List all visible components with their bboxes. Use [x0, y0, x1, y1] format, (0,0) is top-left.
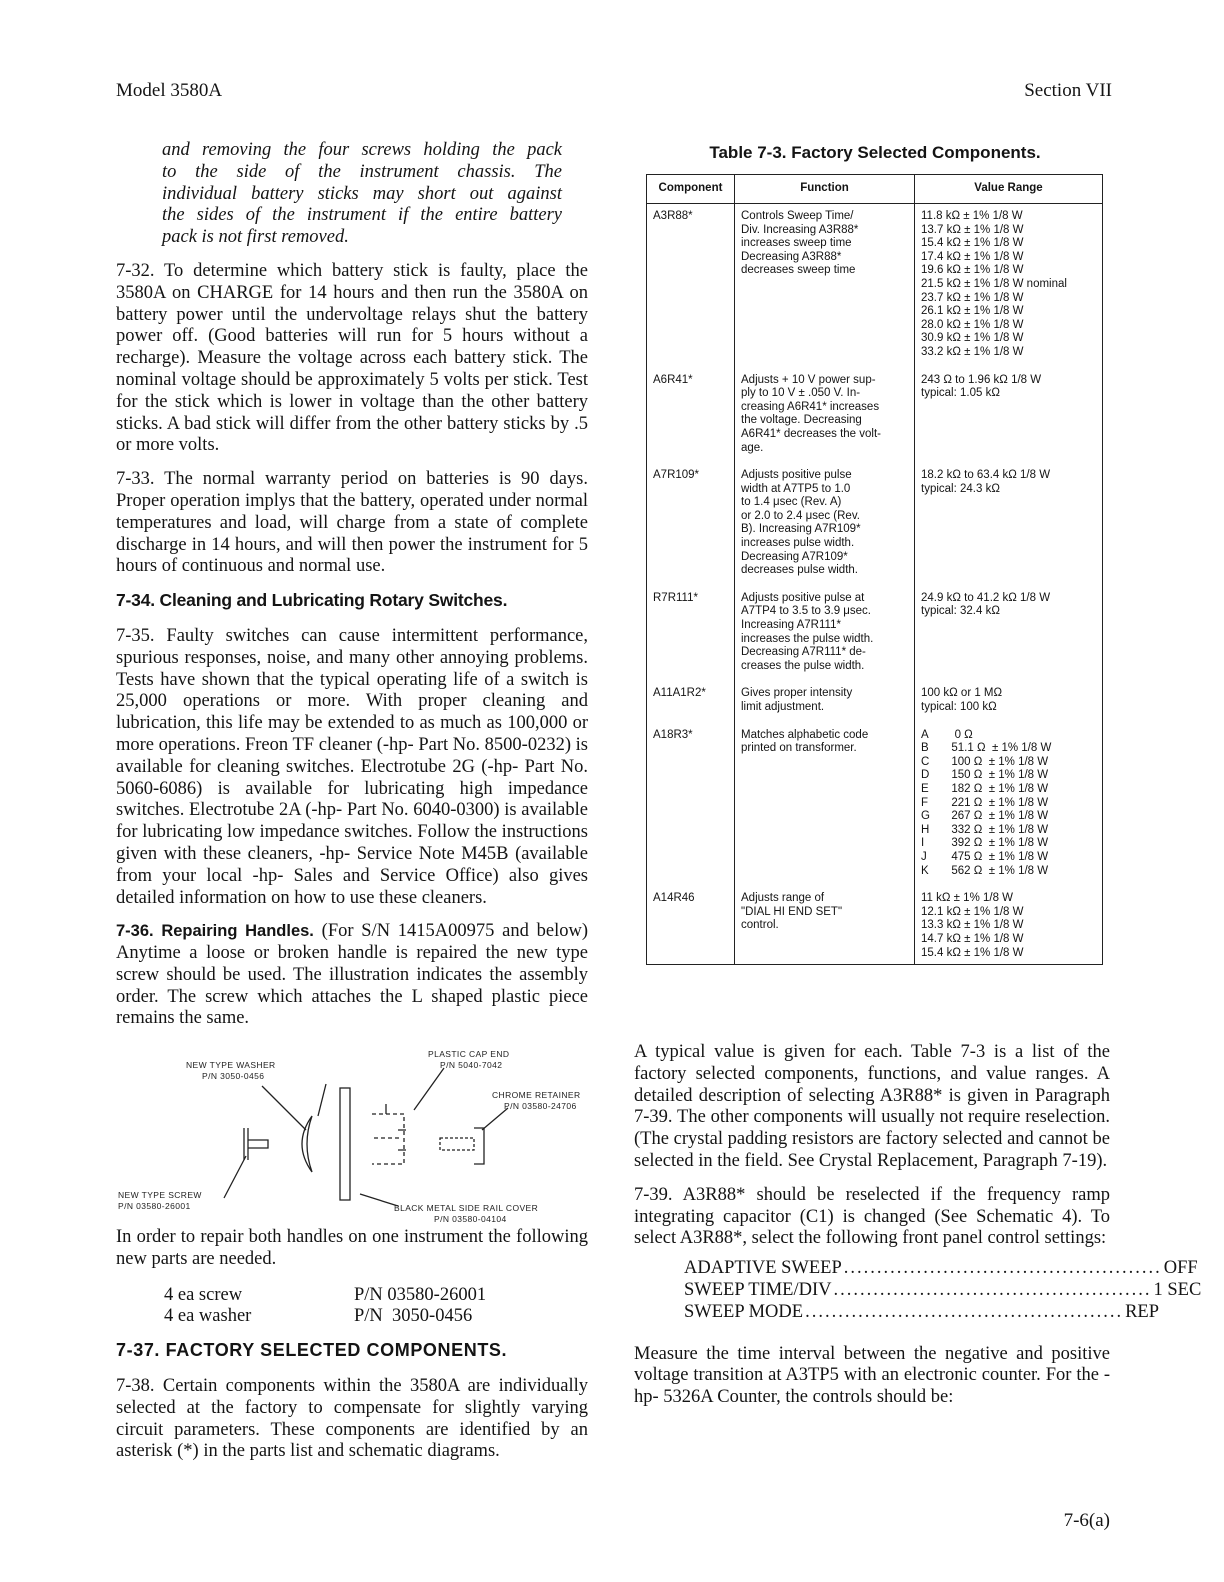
value-line: 33.2 kΩ ± 1% 1/8 W	[921, 345, 1024, 358]
part-qty: 4 ea screw	[164, 1284, 243, 1305]
function-line: Decreasing A7R111* de-	[741, 646, 866, 659]
washer-shape	[302, 1116, 312, 1172]
screw-pn: P/N 03580-26001	[118, 1201, 191, 1211]
function-line: the voltage. Decreasing	[741, 414, 862, 427]
code-line	[921, 729, 1098, 743]
retainer-label: CHROME RETAINER	[492, 1090, 581, 1100]
table-row	[647, 892, 1103, 964]
setting-label: SWEEP TIME/DIV	[684, 1279, 832, 1300]
note-line: individual battery sticks may short out against	[162, 183, 562, 204]
table-row	[647, 204, 1103, 374]
function-line: "DIAL HI END SET"	[741, 905, 843, 918]
code-value: 221 Ω ± 1% 1/8 W	[945, 796, 1049, 809]
function-line: Controls Sweep Time/	[741, 210, 854, 222]
setting-row	[684, 1279, 1202, 1302]
leader-dots: ................................................	[805, 1301, 1124, 1322]
function-line: Increasing A7R111*	[741, 619, 841, 632]
part-qty: 4 ea washer	[164, 1306, 252, 1327]
paragraph-repair-parts: In order to repair both handles on one instrument the following new parts are needed.	[116, 1227, 588, 1269]
paragraph-7-35: 7-35. Faulty switches can cause intermittent performance, spurious responses, noise, and many other annoying problems. Tests have shown that the typical operating life of a switch is 25,000 operations or more. With proper cleaning and lubrication, this life may be extended to as much as 100,000 or more operations. Freon TF cleaner (-hp- Part No. 8500-0232) is available for cleaning switches. Electrotube 2G (-hp- Part No. 5060-6086) is available for lubricating high impedance switches. Electrotube 2A (-hp- Part No. 6040-0300) is available for lubricating low impedance switches. Follow the instructions given with these cleaners, -hp- Service Note M45B (available from your local -hp- Sales and Service Office) also gives detailed information on how to use these cleaners.	[116, 625, 588, 908]
code-letter: H	[921, 823, 930, 836]
code-letter: J	[921, 850, 927, 863]
rail-label: BLACK METAL SIDE RAIL COVER	[394, 1203, 539, 1213]
value-line: 13.3 kΩ ± 1% 1/8 W	[921, 919, 1024, 932]
runin-heading-7-36: 7-36. Repairing Handles.	[116, 922, 314, 941]
code-line	[921, 797, 1098, 811]
value-line: 15.4 kΩ ± 1% 1/8 W	[921, 237, 1024, 250]
right-column	[634, 1042, 1202, 1421]
paragraph-measure: Measure the time interval between the negative and positive voltage transition at A3TP5 with an electronic counter. For the -hp- 5326A Counter, the controls should be:	[634, 1343, 1110, 1408]
setting-row	[684, 1301, 1159, 1324]
cell-value-range	[915, 892, 1103, 964]
value-line: 17.4 kΩ ± 1% 1/8 W	[921, 250, 1024, 263]
header-model: Model 3580A	[116, 80, 223, 101]
code-line	[921, 783, 1098, 797]
cell-function	[735, 687, 915, 728]
code-letter: D	[921, 769, 930, 782]
paragraph-7-38: 7-38. Certain components within the 3580A are individually selected at the factory to compensate for slightly varying circuit parameters. These components are identified by an asterisk (*) in the parts list and schematic diagrams.	[116, 1375, 588, 1462]
leader-lines	[224, 1068, 508, 1206]
header-section: Section VII	[1024, 80, 1112, 101]
code-value: 150 Ω ± 1% 1/8 W	[945, 769, 1049, 782]
code-line	[921, 865, 1098, 879]
function-line: age.	[741, 441, 764, 454]
table-row	[647, 374, 1103, 470]
note-line: the sides of the instrument if the entire battery	[162, 205, 562, 226]
handle-assembly-figure	[116, 1044, 588, 1226]
function-line: Adjusts range of	[741, 892, 825, 905]
code-line	[921, 837, 1098, 851]
rail-pn: P/N 03580-04104	[434, 1214, 507, 1224]
cell-value-range	[915, 687, 1103, 728]
heading-7-37: 7-37. FACTORY SELECTED COMPONENTS.	[116, 1340, 508, 1361]
cell-component: A3R88*	[647, 204, 735, 374]
function-line: Decreasing A7R109*	[741, 550, 848, 563]
code-value: 562 Ω ± 1% 1/8 W	[945, 864, 1049, 877]
retainer-pn: P/N 03580-24706	[504, 1101, 577, 1111]
left-column-lower	[116, 1227, 588, 1475]
function-line: printed on transformer.	[741, 742, 857, 755]
function-line: control.	[741, 919, 779, 932]
function-line: Decreasing A3R88*	[741, 250, 842, 263]
cell-value-range	[915, 204, 1103, 374]
code-value: 267 Ω ± 1% 1/8 W	[945, 810, 1049, 823]
code-value: 182 Ω ± 1% 1/8 W	[945, 782, 1049, 795]
parts-list	[164, 1285, 588, 1329]
value-line: typical: 1.05 kΩ	[921, 387, 1000, 400]
cell-value-range	[915, 592, 1103, 688]
table-header-row	[647, 175, 1103, 204]
function-line: increases pulse width.	[741, 537, 855, 550]
plastic-cap-label: PLASTIC CAP END	[428, 1049, 510, 1059]
function-line: Matches alphabetic code	[741, 728, 869, 741]
new-screw-shape	[244, 1128, 268, 1160]
col-header-component: Component	[647, 175, 735, 204]
part-number: P/N 3050-0456	[354, 1306, 473, 1327]
paragraph-7-36-body: (For S/N 1415A00975 and below) Anytime a loose or broken handle is repaired the new type screw should be used. The illustration indicates the assembly order. The screw which attaches the L shaped plastic piece remains the same.	[116, 921, 588, 1029]
cell-function	[735, 374, 915, 470]
col-header-function: Function	[735, 175, 915, 204]
function-line: Div. Increasing A3R88*	[741, 223, 859, 236]
code-line	[921, 824, 1098, 838]
value-line: 12.1 kΩ ± 1% 1/8 W	[921, 905, 1024, 918]
left-column	[116, 140, 588, 1042]
code-letter: E	[921, 782, 929, 795]
function-line: A7TP4 to 3.5 to 3.9 μsec.	[741, 605, 872, 618]
value-line: typical: 100 kΩ	[921, 701, 997, 713]
code-value: 0 Ω	[945, 728, 973, 741]
washer-label: NEW TYPE WASHER	[186, 1060, 276, 1070]
code-letter: A	[921, 728, 929, 741]
code-value: 51.1 Ω ± 1% 1/8 W	[945, 742, 1052, 755]
col-header-value-range: Value Range	[915, 175, 1103, 204]
cell-component: A14R46	[647, 892, 735, 964]
function-line: creases the pulse width.	[741, 659, 865, 672]
table-row	[647, 592, 1103, 688]
value-line: 19.6 kΩ ± 1% 1/8 W	[921, 264, 1024, 277]
function-line: increases the pulse width.	[741, 632, 874, 645]
note-line: pack is not first removed.	[162, 227, 349, 248]
function-line: increases sweep time	[741, 237, 852, 250]
factory-selected-table-wrap	[646, 174, 1103, 965]
value-line: 30.9 kΩ ± 1% 1/8 W	[921, 332, 1024, 345]
value-line: typical: 24.3 kΩ	[921, 482, 1000, 495]
heading-7-34: 7-34. Cleaning and Lubricating Rotary Switches.	[116, 590, 508, 611]
code-line	[921, 742, 1098, 756]
paragraph-7-39: 7-39. A3R88* should be reselected if the frequency ramp integrating capacitor (C1) is changed (See Schematic 4). To select A3R88*, select the following front panel control settings:	[634, 1184, 1110, 1249]
handle-assembly-drawing	[116, 1044, 588, 1226]
code-letter: G	[921, 810, 930, 823]
value-line: 11.8 kΩ ± 1% 1/8 W	[921, 210, 1023, 222]
code-value: 332 Ω ± 1% 1/8 W	[945, 823, 1049, 836]
code-line	[921, 851, 1098, 865]
value-line: 26.1 kΩ ± 1% 1/8 W	[921, 305, 1024, 318]
setting-value: OFF	[1163, 1258, 1198, 1279]
function-line: decreases pulse width.	[741, 564, 858, 577]
function-line: creasing A6R41* increases	[741, 400, 880, 413]
factory-selected-table	[646, 174, 1103, 965]
page-number: 7-6(a)	[1063, 1510, 1110, 1531]
cell-value-range	[915, 729, 1103, 893]
code-letter: F	[921, 796, 929, 809]
cell-function	[735, 592, 915, 688]
code-letter: C	[921, 755, 930, 768]
value-line: 21.5 kΩ ± 1% 1/8 W nominal	[921, 277, 1067, 290]
code-value: 475 Ω ± 1% 1/8 W	[945, 850, 1049, 863]
cell-function	[735, 729, 915, 893]
code-letter: K	[921, 864, 929, 877]
setting-label: SWEEP MODE	[684, 1301, 804, 1322]
code-letter: I	[921, 837, 925, 850]
function-line: Adjusts + 10 V power sup-	[741, 373, 876, 386]
cell-component: A11A1R2*	[647, 687, 735, 728]
function-line: Adjusts positive pulse at	[741, 591, 865, 604]
cell-function	[735, 892, 915, 964]
note-line: to the side of the instrument chassis. The	[162, 161, 562, 182]
cell-component: A18R3*	[647, 729, 735, 893]
rail-cover-shape	[340, 1088, 350, 1200]
function-line: or 2.0 to 2.4 μsec (Rev.	[741, 509, 860, 522]
value-line: 24.9 kΩ to 41.2 kΩ 1/8 W	[921, 591, 1051, 604]
value-line: 13.7 kΩ ± 1% 1/8 W	[921, 223, 1024, 236]
cell-value-range	[915, 469, 1103, 592]
plastic-cap-shape	[372, 1114, 404, 1164]
function-line: width at A7TP5 to 1.0	[741, 482, 851, 495]
paragraph-7-36	[116, 921, 588, 1030]
table-title: Table 7-3. Factory Selected Components.	[709, 143, 1041, 162]
value-line: 15.4 kΩ ± 1% 1/8 W	[921, 946, 1024, 959]
setting-row	[684, 1258, 1198, 1280]
part-number: P/N 03580-26001	[354, 1284, 487, 1305]
cell-function	[735, 469, 915, 592]
cell-component: A7R109*	[647, 469, 735, 592]
function-line: ply to 10 V ± .050 V. In-	[741, 387, 861, 400]
retainer-shape	[440, 1138, 474, 1150]
plastic-cap-pn: P/N 5040-7042	[440, 1060, 503, 1070]
value-line: 100 kΩ or 1 MΩ	[921, 687, 1003, 700]
code-line	[921, 769, 1098, 783]
paragraph-typical-value: A typical value is given for each. Table 7-3 is a list of the factory selected components, functions, and value ranges. A detailed description of selecting A3R88* is given in Paragraph 7-39. The other components will usually not require reselection. (The crystal padding resistors are factory selected and cannot be selected in the field. See Crystal Replacement, Paragraph 7-19).	[634, 1042, 1110, 1171]
function-line: Adjusts positive pulse	[741, 469, 852, 482]
washer-pn: P/N 3050-0456	[202, 1071, 265, 1081]
screw-label: NEW TYPE SCREW	[118, 1190, 202, 1200]
function-line: decreases sweep time	[741, 264, 856, 277]
function-line: Gives proper intensity	[741, 687, 853, 700]
code-letter: B	[921, 742, 929, 755]
cell-value-range	[915, 374, 1103, 470]
setting-value: REP	[1125, 1301, 1159, 1322]
value-line: 243 Ω to 1.96 kΩ 1/8 W	[921, 373, 1042, 386]
code-value: 100 Ω ± 1% 1/8 W	[945, 755, 1049, 768]
function-line: A6R41* decreases the volt-	[741, 427, 881, 440]
paragraph-7-32: 7-32. To determine which battery stick is faulty, place the 3580A on CHARGE for 14 hours and then run the 3580A on battery power until the undervoltage relays shut the battery power off. (Good batteries will run for 5 hours without a recharge). Measure the voltage across each battery stick. The nominal voltage should be approximately 5 volts per stick. Test for the stick which is lower in voltage than the other battery sticks. A bad stick will differ from the other battery sticks by .5 or more volts.	[116, 260, 588, 456]
cell-component: R7R111*	[647, 592, 735, 688]
leader-dots: ................................................	[843, 1258, 1162, 1279]
table-row	[647, 729, 1103, 893]
function-line: limit adjustment.	[741, 701, 825, 713]
note-line: and removing the four screws holding the pack	[162, 140, 562, 160]
function-line: B). Increasing A7R109*	[741, 523, 861, 536]
control-settings	[684, 1258, 1202, 1323]
function-line: to 1.4 μsec (Rev. A)	[741, 496, 842, 509]
value-line: typical: 32.4 kΩ	[921, 605, 1000, 618]
value-line: 11 kΩ ± 1% 1/8 W	[921, 892, 1014, 905]
value-line: 28.0 kΩ ± 1% 1/8 W	[921, 318, 1024, 331]
code-value: 392 Ω ± 1% 1/8 W	[945, 837, 1049, 850]
table-row	[647, 469, 1103, 592]
paragraph-7-33: 7-33. The normal warranty period on batteries is 90 days. Proper operation implys that the battery, operated under normal temperatures and load, will charge from a state of complete discharge in 14 hours, and will then power the instrument for 5 hours of continuous and normal use.	[116, 469, 588, 577]
value-line: 14.7 kΩ ± 1% 1/8 W	[921, 932, 1024, 945]
code-line	[921, 810, 1098, 824]
cell-function	[735, 204, 915, 374]
code-line	[921, 756, 1098, 770]
value-line: 23.7 kΩ ± 1% 1/8 W	[921, 291, 1024, 304]
table-row	[647, 687, 1103, 728]
setting-value: 1 SEC	[1153, 1279, 1202, 1300]
battery-note	[162, 140, 562, 249]
cell-component: A6R41*	[647, 374, 735, 470]
leader-dots: ................................................	[833, 1279, 1152, 1300]
setting-label: ADAPTIVE SWEEP	[684, 1258, 842, 1279]
value-line: 18.2 kΩ to 63.4 kΩ 1/8 W	[921, 469, 1051, 482]
